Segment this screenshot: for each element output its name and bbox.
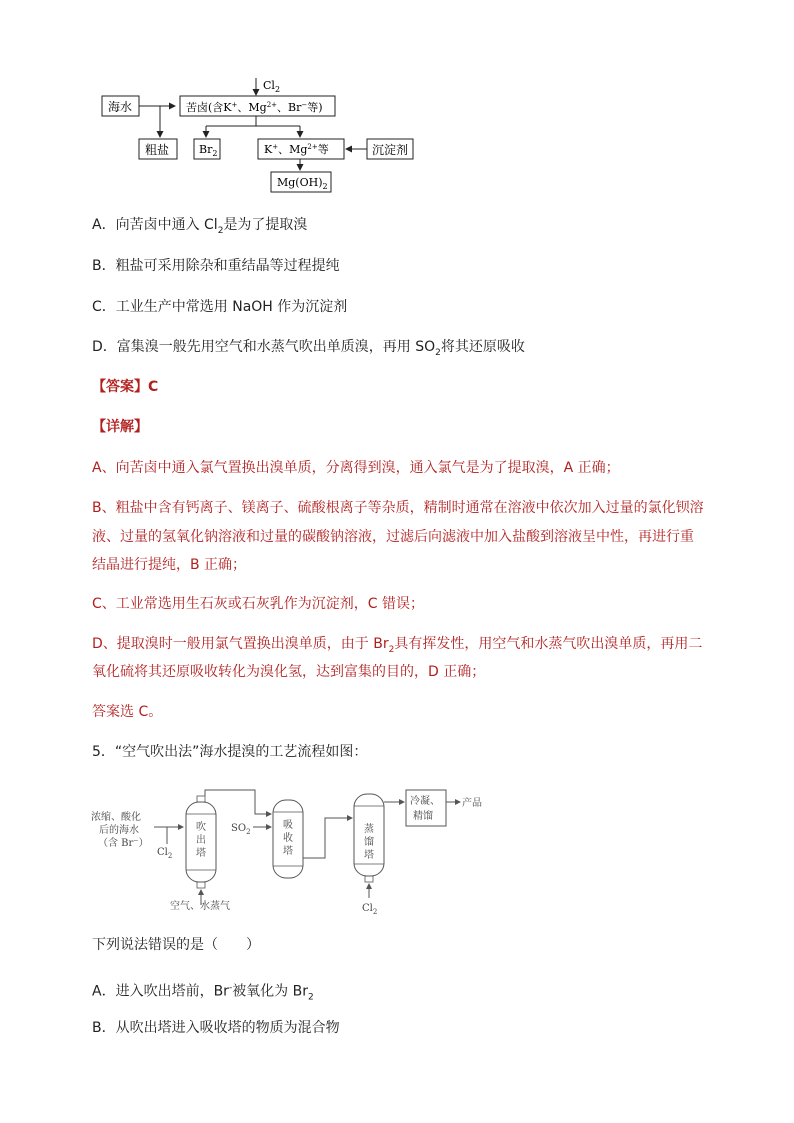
feed-line3: （含 Br⁻） (98, 838, 149, 849)
seawater-label: 海水 (108, 100, 133, 114)
answer-label: 【答案】 (92, 379, 148, 395)
air-blowing-process-diagram (0, 780, 794, 920)
svg-text:塔: 塔 (364, 850, 374, 861)
svg-text:精馏: 精馏 (413, 811, 433, 822)
explain-label: 【详解】 (92, 419, 148, 435)
q5-option-a: A．进入吹出塔前，Br-被氧化为 $Br_2$ (92, 983, 314, 1003)
option-d: D．富集溴一般先用空气和水蒸气吹出单质溴，再用 $SO_2$将其还原吸收 (92, 339, 525, 358)
feed-line2: 后的海水 (99, 825, 139, 836)
precipitant-label: 沉淀剂 (372, 143, 409, 157)
svg-text:吸: 吸 (283, 820, 293, 831)
answer-value: C (148, 379, 159, 395)
so2-label: $SO_2$ (231, 823, 251, 836)
svg-text:冷凝、: 冷凝、 (410, 796, 440, 807)
option-c: C．工业生产中常选用 NaOH 作为沉淀剂 (92, 299, 348, 315)
cl2-label: $Cl_2$ (263, 79, 281, 94)
explain-b-line1: B、粗盐中含有钙离子、镁离子、硫酸根离子等杂质，精制时通常在溶液中依次加入过量的氯化钡溶 (92, 500, 704, 516)
crude-salt-label: 粗盐 (145, 143, 170, 157)
brine-label: 苦卤(含K+、$Mg^{2+}$、Br−等) (186, 101, 323, 114)
mgoh2-label: $Mg(OH)_2$ (277, 176, 328, 191)
explain-conclusion: 答案选 C。 (92, 704, 163, 720)
svg-text:吹: 吹 (196, 822, 206, 833)
svg-text:出: 出 (196, 835, 206, 846)
q5-question: 下列说法错误的是（ ） (92, 937, 260, 953)
option-b: B．粗盐可采用除杂和重结晶等过程提纯 (92, 258, 340, 274)
explain-b-line2: 液、过量的氢氧化钠溶液和过量的碳酸钠溶液，过滤后向滤液中加入盐酸到溶液呈中性，再进行重 (92, 529, 694, 545)
svg-text:馏: 馏 (364, 837, 374, 848)
explain-a: A、向苦卤中通入氯气置换出溴单质，分离得到溴，通入氯气是为了提取溴，A 正确； (92, 460, 620, 476)
q5-title: 5．“空气吹出法”海水提溴的工艺流程如图： (92, 744, 368, 760)
explain-b-line3: 结晶进行提纯，B 正确； (92, 557, 247, 573)
svg-text:塔: 塔 (283, 846, 293, 857)
ions-label: K+、$Mg^{2+}$等 (264, 143, 329, 156)
explain-c: C、工业常选用生石灰或石灰乳作为沉淀剂，C 错误； (92, 596, 424, 612)
svg-text:收: 收 (283, 833, 293, 844)
air-steam-label: 空气、水蒸气 (170, 901, 230, 912)
q5-option-b: B．从吹出塔进入吸收塔的物质为混合物 (92, 1020, 340, 1036)
option-a: A．向苦卤中通入 $Cl_2$是为了提取溴 (92, 217, 308, 236)
product-label: 产品 (462, 798, 482, 809)
feed-line1: 浓缩、酸化 (91, 812, 141, 823)
brine-flow-diagram (0, 0, 794, 200)
cl2-bottom-label: $Cl_2$ (362, 903, 378, 916)
explain-d-line1: D、提取溴时一般用氯气置换出溴单质，由于 $Br_2$具有挥发性，用空气和水蒸气吹出溴单质，再用二 (92, 636, 703, 655)
cl2-feed-label: $Cl_2$ (157, 847, 173, 860)
svg-text:蒸: 蒸 (364, 824, 374, 835)
br2-label: $Br_2$ (199, 143, 218, 158)
svg-text:塔: 塔 (196, 848, 206, 859)
answer-line (92, 377, 158, 397)
explain-d-line2: 氧化硫将其还原吸收转化为溴化氢，达到富集的目的，D 正确； (92, 664, 486, 680)
